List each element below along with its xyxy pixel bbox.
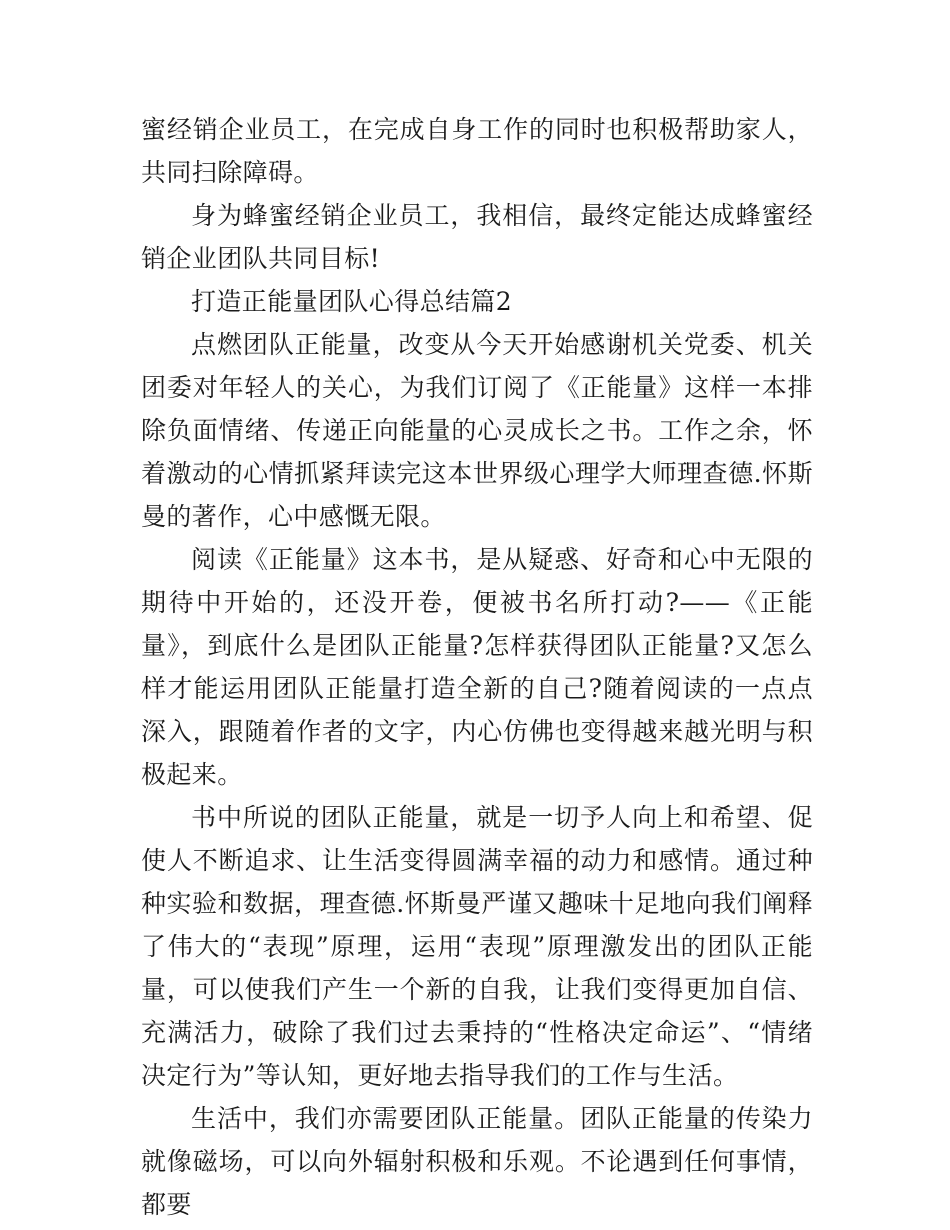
paragraph-definition: 书中所说的团队正能量，就是一切予人向上和希望、促使人不断追求、让生活变得圆满幸福的动力和感情。通过种种实验和数据，理查德.怀斯曼严谨又趣味十足地向我们阐释了伟大的“表现”原理，运用“表现”原理激发出的团队正能量，可以使我们产生一个新的自我，让我们变得更加自信、充满活力，破除了我们过去秉持的“性格决定命运”、“情绪决定行为”等认知，更好地去指导我们的工作与生活。 xyxy=(141,803,813,1090)
paragraph-team-goal: 身为蜂蜜经销企业员工，我相信，最终定能达成蜂蜜经销企业团队共同目标! xyxy=(141,201,813,273)
paragraph-continued: 蜜经销企业员工，在完成自身工作的同时也积极帮助家人，共同扫除障碍。 xyxy=(141,115,813,187)
paragraph-ignite: 点燃团队正能量，改变从今天开始感谢机关党委、机关团委对年轻人的关心，为我们订阅了《正能量》这样一本排除负面情绪、传递正向能量的心灵成长之书。工作之余，怀着激动的心情抓紧拜读完这本世界级心理学大师理查德.怀斯曼的著作，心中感慨无限。 xyxy=(141,330,813,531)
section-heading: 打造正能量团队心得总结篇2 xyxy=(191,287,513,316)
paragraph-life: 生活中，我们亦需要团队正能量。团队正能量的传染力就像磁场，可以向外辐射积极和乐观。不论遇到任何事情，都要 xyxy=(141,1104,813,1219)
document-page xyxy=(141,108,813,1226)
paragraph-reading: 阅读《正能量》这本书，是从疑惑、好奇和心中无限的期待中开始的，还没开卷，便被书名所打动?——《正能量》，到底什么是团队正能量?怎样获得团队正能量?又怎么样才能运用团队正能量打造全新的自己?随着阅读的一点点深入，跟随着作者的文字，内心仿佛也变得越来越光明与积极起来。 xyxy=(141,545,813,789)
